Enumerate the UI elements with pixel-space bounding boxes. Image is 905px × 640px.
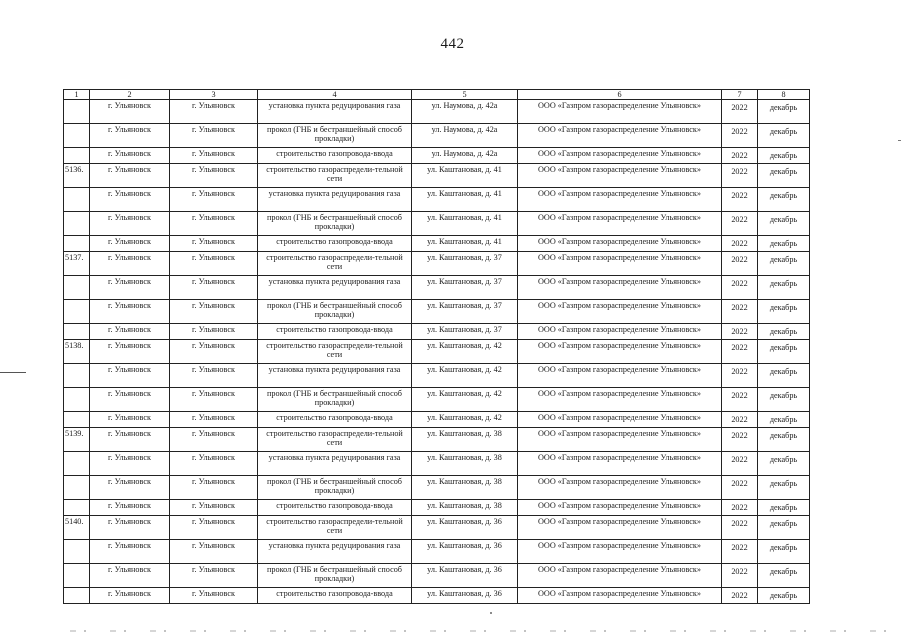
region-cell: г. Ульяновск: [90, 364, 170, 388]
table-row: [64, 516, 810, 540]
work-type-cell: установка пункта редуцирования газа: [258, 100, 412, 124]
address-cell: ул. Каштановая, д. 37: [412, 300, 518, 324]
year-cell: 2022: [722, 212, 758, 236]
year-cell: 2022: [722, 188, 758, 212]
header-cell-7: 7: [722, 90, 758, 100]
organization-cell: ООО «Газпром газораспределение Ульяновск»: [518, 340, 722, 364]
organization-cell: ООО «Газпром газораспределение Ульяновск»: [518, 236, 722, 252]
region-cell: г. Ульяновск: [90, 148, 170, 164]
row-number-cell: 5136.: [64, 164, 90, 188]
table-row: [64, 428, 810, 452]
settlement-cell: г. Ульяновск: [170, 236, 258, 252]
work-type-cell: строительство газораспредели-тельной сети: [258, 516, 412, 540]
month-cell: декабрь: [758, 324, 810, 340]
work-type-cell: строительство газопровода-ввода: [258, 324, 412, 340]
work-type-cell: прокол (ГНБ и бестраншейный способ прокладки): [258, 476, 412, 500]
table-row: [64, 412, 810, 428]
work-type-cell: прокол (ГНБ и бестраншейный способ прокладки): [258, 388, 412, 412]
month-cell: декабрь: [758, 428, 810, 452]
organization-cell: ООО «Газпром газораспределение Ульяновск»: [518, 124, 722, 148]
header-cell-2: 2: [90, 90, 170, 100]
organization-cell: ООО «Газпром газораспределение Ульяновск»: [518, 212, 722, 236]
year-cell: 2022: [722, 412, 758, 428]
year-cell: 2022: [722, 564, 758, 588]
year-cell: 2022: [722, 452, 758, 476]
region-cell: г. Ульяновск: [90, 340, 170, 364]
region-cell: г. Ульяновск: [90, 588, 170, 604]
table-row: [64, 500, 810, 516]
settlement-cell: г. Ульяновск: [170, 148, 258, 164]
header-cell-1: 1: [64, 90, 90, 100]
row-number-cell: 5139.: [64, 428, 90, 452]
address-cell: ул. Каштановая, д. 36: [412, 588, 518, 604]
table-row: [64, 564, 810, 588]
settlement-cell: г. Ульяновск: [170, 364, 258, 388]
year-cell: 2022: [722, 236, 758, 252]
year-cell: 2022: [722, 164, 758, 188]
month-cell: декабрь: [758, 388, 810, 412]
settlement-cell: г. Ульяновск: [170, 476, 258, 500]
scan-dot: [490, 612, 492, 614]
address-cell: ул. Каштановая, д. 38: [412, 500, 518, 516]
month-cell: декабрь: [758, 516, 810, 540]
work-type-cell: строительство газопровода-ввода: [258, 148, 412, 164]
year-cell: 2022: [722, 300, 758, 324]
work-type-cell: строительство газопровода-ввода: [258, 588, 412, 604]
work-type-cell: строительство газопровода-ввода: [258, 412, 412, 428]
organization-cell: ООО «Газпром газораспределение Ульяновск»: [518, 164, 722, 188]
settlement-cell: г. Ульяновск: [170, 124, 258, 148]
region-cell: г. Ульяновск: [90, 188, 170, 212]
organization-cell: ООО «Газпром газораспределение Ульяновск»: [518, 300, 722, 324]
year-cell: 2022: [722, 428, 758, 452]
organization-cell: ООО «Газпром газораспределение Ульяновск»: [518, 100, 722, 124]
month-cell: декабрь: [758, 564, 810, 588]
address-cell: ул. Каштановая, д. 41: [412, 188, 518, 212]
work-type-cell: прокол (ГНБ и бестраншейный способ прокладки): [258, 212, 412, 236]
address-cell: ул. Каштановая, д. 38: [412, 476, 518, 500]
organization-cell: ООО «Газпром газораспределение Ульяновск»: [518, 500, 722, 516]
month-cell: декабрь: [758, 540, 810, 564]
year-cell: 2022: [722, 516, 758, 540]
header-cell-6: 6: [518, 90, 722, 100]
address-cell: ул. Каштановая, д. 37: [412, 276, 518, 300]
header-cell-4: 4: [258, 90, 412, 100]
table-row: [64, 252, 810, 276]
month-cell: декабрь: [758, 300, 810, 324]
month-cell: декабрь: [758, 476, 810, 500]
table-row: [64, 364, 810, 388]
row-number-cell: [64, 452, 90, 476]
address-cell: ул. Каштановая, д. 42: [412, 388, 518, 412]
address-cell: ул. Каштановая, д. 36: [412, 540, 518, 564]
settlement-cell: г. Ульяновск: [170, 100, 258, 124]
region-cell: г. Ульяновск: [90, 252, 170, 276]
row-number-cell: [64, 300, 90, 324]
settlement-cell: г. Ульяновск: [170, 540, 258, 564]
row-number-cell: [64, 212, 90, 236]
region-cell: г. Ульяновск: [90, 500, 170, 516]
organization-cell: ООО «Газпром газораспределение Ульяновск»: [518, 148, 722, 164]
settlement-cell: г. Ульяновск: [170, 252, 258, 276]
organization-cell: ООО «Газпром газораспределение Ульяновск»: [518, 276, 722, 300]
address-cell: ул. Каштановая, д. 37: [412, 324, 518, 340]
header-cell-5: 5: [412, 90, 518, 100]
work-type-cell: прокол (ГНБ и бестраншейный способ прокладки): [258, 124, 412, 148]
table-row: [64, 164, 810, 188]
row-number-cell: [64, 100, 90, 124]
region-cell: г. Ульяновск: [90, 212, 170, 236]
month-cell: декабрь: [758, 236, 810, 252]
address-cell: ул. Каштановая, д. 38: [412, 452, 518, 476]
work-type-cell: установка пункта редуцирования газа: [258, 452, 412, 476]
row-number-cell: [64, 148, 90, 164]
region-cell: г. Ульяновск: [90, 428, 170, 452]
table-row: [64, 148, 810, 164]
organization-cell: ООО «Газпром газораспределение Ульяновск»: [518, 516, 722, 540]
region-cell: г. Ульяновск: [90, 164, 170, 188]
organization-cell: ООО «Газпром газораспределение Ульяновск»: [518, 364, 722, 388]
month-cell: декабрь: [758, 188, 810, 212]
region-cell: г. Ульяновск: [90, 100, 170, 124]
organization-cell: ООО «Газпром газораспределение Ульяновск»: [518, 412, 722, 428]
region-cell: г. Ульяновск: [90, 236, 170, 252]
table-row: [64, 188, 810, 212]
settlement-cell: г. Ульяновск: [170, 388, 258, 412]
table-row: [64, 388, 810, 412]
row-number-cell: [64, 540, 90, 564]
work-type-cell: строительство газораспредели-тельной сети: [258, 428, 412, 452]
month-cell: декабрь: [758, 276, 810, 300]
work-type-cell: строительство газопровода-ввода: [258, 500, 412, 516]
month-cell: декабрь: [758, 364, 810, 388]
table-row: [64, 124, 810, 148]
month-cell: декабрь: [758, 124, 810, 148]
settlement-cell: г. Ульяновск: [170, 516, 258, 540]
work-type-cell: установка пункта редуцирования газа: [258, 188, 412, 212]
header-cell-3: 3: [170, 90, 258, 100]
scan-artifact-bottom: [70, 630, 900, 632]
table-row: [64, 300, 810, 324]
table-header-row: [64, 90, 810, 100]
settlement-cell: г. Ульяновск: [170, 164, 258, 188]
table-row: [64, 588, 810, 604]
region-cell: г. Ульяновск: [90, 388, 170, 412]
year-cell: 2022: [722, 500, 758, 516]
month-cell: декабрь: [758, 252, 810, 276]
row-number-cell: 5137.: [64, 252, 90, 276]
settlement-cell: г. Ульяновск: [170, 452, 258, 476]
work-type-cell: строительство газораспредели-тельной сети: [258, 252, 412, 276]
page-number: 442: [440, 36, 465, 52]
address-cell: ул. Каштановая, д. 37: [412, 252, 518, 276]
year-cell: 2022: [722, 540, 758, 564]
organization-cell: ООО «Газпром газораспределение Ульяновск»: [518, 428, 722, 452]
month-cell: декабрь: [758, 340, 810, 364]
row-number-cell: [64, 124, 90, 148]
row-number-cell: [64, 188, 90, 212]
row-number-cell: [64, 276, 90, 300]
work-type-cell: строительство газораспредели-тельной сети: [258, 164, 412, 188]
organization-cell: ООО «Газпром газораспределение Ульяновск»: [518, 540, 722, 564]
year-cell: 2022: [722, 588, 758, 604]
region-cell: г. Ульяновск: [90, 564, 170, 588]
address-cell: ул. Каштановая, д. 41: [412, 212, 518, 236]
settlement-cell: г. Ульяновск: [170, 340, 258, 364]
settlement-cell: г. Ульяновск: [170, 212, 258, 236]
table-body: [64, 90, 810, 604]
row-number-cell: [64, 412, 90, 428]
year-cell: 2022: [722, 388, 758, 412]
month-cell: декабрь: [758, 100, 810, 124]
address-cell: ул. Каштановая, д. 42: [412, 364, 518, 388]
work-type-cell: строительство газораспредели-тельной сети: [258, 340, 412, 364]
address-cell: ул. Наумова, д. 42а: [412, 148, 518, 164]
organization-cell: ООО «Газпром газораспределение Ульяновск»: [518, 324, 722, 340]
settlement-cell: г. Ульяновск: [170, 428, 258, 452]
organization-cell: ООО «Газпром газораспределение Ульяновск»: [518, 564, 722, 588]
region-cell: г. Ульяновск: [90, 476, 170, 500]
settlement-cell: г. Ульяновск: [170, 412, 258, 428]
address-cell: ул. Каштановая, д. 36: [412, 516, 518, 540]
table-row: [64, 540, 810, 564]
region-cell: г. Ульяновск: [90, 324, 170, 340]
organization-cell: ООО «Газпром газораспределение Ульяновск»: [518, 388, 722, 412]
month-cell: декабрь: [758, 500, 810, 516]
settlement-cell: г. Ульяновск: [170, 564, 258, 588]
region-cell: г. Ульяновск: [90, 452, 170, 476]
work-type-cell: прокол (ГНБ и бестраншейный способ прокладки): [258, 300, 412, 324]
region-cell: г. Ульяновск: [90, 516, 170, 540]
settlement-cell: г. Ульяновск: [170, 324, 258, 340]
scan-artifact-line: [0, 372, 26, 373]
row-number-cell: 5138.: [64, 340, 90, 364]
address-cell: ул. Наумова, д. 42а: [412, 124, 518, 148]
table-row: [64, 236, 810, 252]
address-cell: ул. Каштановая, д. 41: [412, 164, 518, 188]
organization-cell: ООО «Газпром газораспределение Ульяновск»: [518, 476, 722, 500]
settlement-cell: г. Ульяновск: [170, 588, 258, 604]
settlement-cell: г. Ульяновск: [170, 500, 258, 516]
region-cell: г. Ульяновск: [90, 124, 170, 148]
organization-cell: ООО «Газпром газораспределение Ульяновск»: [518, 452, 722, 476]
row-number-cell: [64, 500, 90, 516]
table-row: [64, 212, 810, 236]
work-type-cell: прокол (ГНБ и бестраншейный способ прокладки): [258, 564, 412, 588]
year-cell: 2022: [722, 276, 758, 300]
region-cell: г. Ульяновск: [90, 276, 170, 300]
month-cell: декабрь: [758, 212, 810, 236]
month-cell: декабрь: [758, 412, 810, 428]
table-row: [64, 100, 810, 124]
month-cell: декабрь: [758, 588, 810, 604]
work-type-cell: установка пункта редуцирования газа: [258, 276, 412, 300]
address-cell: ул. Каштановая, д. 38: [412, 428, 518, 452]
address-cell: ул. Каштановая, д. 36: [412, 564, 518, 588]
table-row: [64, 324, 810, 340]
organization-cell: ООО «Газпром газораспределение Ульяновск»: [518, 252, 722, 276]
year-cell: 2022: [722, 476, 758, 500]
year-cell: 2022: [722, 340, 758, 364]
table-row: [64, 452, 810, 476]
region-cell: г. Ульяновск: [90, 412, 170, 428]
address-cell: ул. Каштановая, д. 42: [412, 412, 518, 428]
work-type-cell: строительство газопровода-ввода: [258, 236, 412, 252]
year-cell: 2022: [722, 148, 758, 164]
row-number-cell: [64, 476, 90, 500]
row-number-cell: [64, 236, 90, 252]
row-number-cell: [64, 588, 90, 604]
year-cell: 2022: [722, 124, 758, 148]
row-number-cell: [64, 324, 90, 340]
organization-cell: ООО «Газпром газораспределение Ульяновск»: [518, 588, 722, 604]
address-cell: ул. Наумова, д. 42а: [412, 100, 518, 124]
region-cell: г. Ульяновск: [90, 540, 170, 564]
header-cell-8: 8: [758, 90, 810, 100]
address-cell: ул. Каштановая, д. 42: [412, 340, 518, 364]
settlement-cell: г. Ульяновск: [170, 276, 258, 300]
month-cell: декабрь: [758, 452, 810, 476]
document-table: [63, 89, 810, 604]
row-number-cell: [64, 364, 90, 388]
scan-artifact-mark: [898, 140, 901, 141]
month-cell: декабрь: [758, 148, 810, 164]
year-cell: 2022: [722, 324, 758, 340]
address-cell: ул. Каштановая, д. 41: [412, 236, 518, 252]
table-row: [64, 476, 810, 500]
row-number-cell: [64, 564, 90, 588]
settlement-cell: г. Ульяновск: [170, 188, 258, 212]
region-cell: г. Ульяновск: [90, 300, 170, 324]
row-number-cell: 5140.: [64, 516, 90, 540]
row-number-cell: [64, 388, 90, 412]
work-type-cell: установка пункта редуцирования газа: [258, 364, 412, 388]
month-cell: декабрь: [758, 164, 810, 188]
table-row: [64, 276, 810, 300]
work-type-cell: установка пункта редуцирования газа: [258, 540, 412, 564]
year-cell: 2022: [722, 100, 758, 124]
table-row: [64, 340, 810, 364]
year-cell: 2022: [722, 252, 758, 276]
organization-cell: ООО «Газпром газораспределение Ульяновск»: [518, 188, 722, 212]
year-cell: 2022: [722, 364, 758, 388]
settlement-cell: г. Ульяновск: [170, 300, 258, 324]
